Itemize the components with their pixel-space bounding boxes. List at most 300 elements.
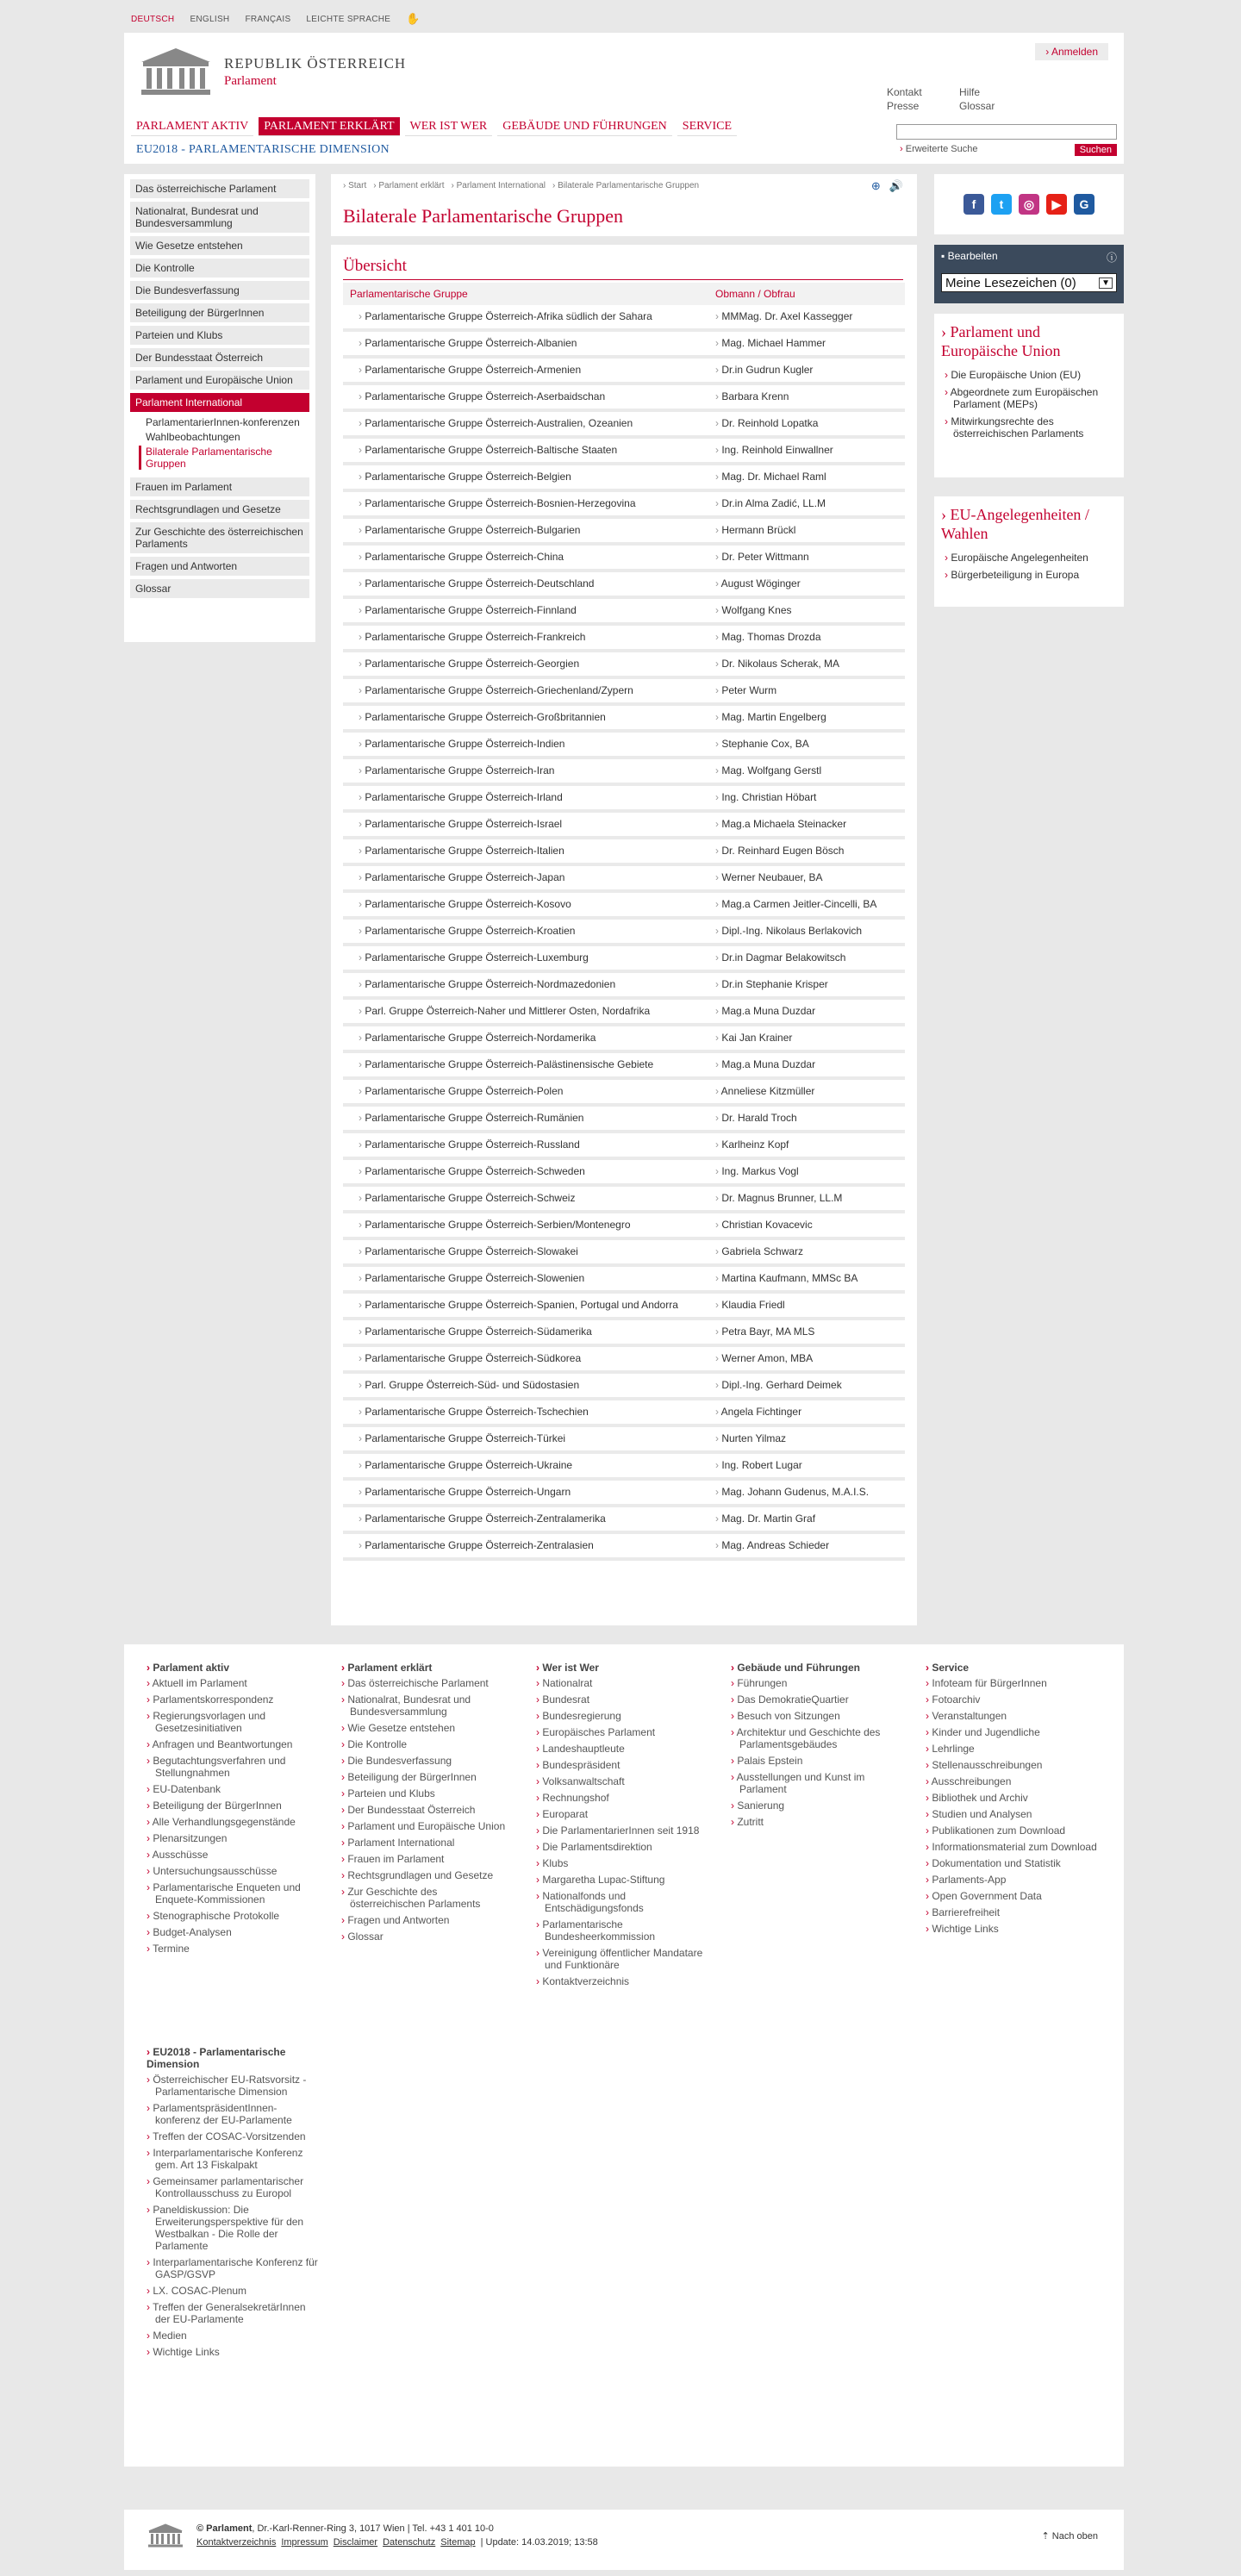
chair-name-link[interactable]: › Martina Kaufmann, MMSc BA [708, 1265, 905, 1292]
footer-link[interactable]: › Beteiligung der BürgerInnen [341, 1771, 514, 1783]
leftnav-item[interactable]: Beteiligung der BürgerInnen [130, 303, 309, 322]
group-name-link[interactable]: › Parlamentarische Gruppe Österreich-Nordamerika [343, 1025, 708, 1051]
chair-name-link[interactable]: › Mag.a Carmen Jeitler-Cincelli, BA [708, 891, 905, 918]
footer-link[interactable]: › Rechnungshof [536, 1792, 708, 1804]
bookmark-box [934, 245, 1124, 303]
eu2018-link[interactable]: EU2018 - PARLAMENTARISCHE DIMENSION [136, 143, 390, 156]
nav-gebaeude-fuehrungen[interactable]: GEBÄUDE UND FÜHRUNGEN [497, 117, 672, 136]
table-row [343, 437, 905, 464]
footer-link[interactable]: › Infoteam für BürgerInnen [926, 1677, 1098, 1689]
footer-link[interactable]: › Glossar [341, 1930, 514, 1943]
logo-title: REPUBLIK ÖSTERREICH [224, 54, 407, 72]
footer-column [341, 1662, 514, 1947]
bookmark-select-value: Meine Lesezeichen (0) [945, 275, 1076, 290]
group-name-link[interactable]: › Parlamentarische Gruppe Österreich-Zentralasien [343, 1532, 708, 1559]
login-button[interactable]: › Anmelden [1035, 43, 1108, 60]
col-header-chair: Obmann / Obfrau [708, 283, 905, 305]
chair-name-link[interactable]: › Dr. Harald Troch [708, 1105, 905, 1132]
leftnav-submenu [130, 415, 309, 477]
logo[interactable] [138, 47, 406, 97]
footer-link[interactable]: › Barrierefreiheit [926, 1906, 1098, 1918]
nav-service[interactable]: SERVICE [677, 117, 737, 136]
group-name-link[interactable]: › Parlamentarische Gruppe Österreich-Polen [343, 1078, 708, 1105]
group-name-link[interactable]: › Parlamentarische Gruppe Österreich-Irland [343, 784, 708, 811]
chair-name-link[interactable]: › Mag.a Muna Duzdar [708, 998, 905, 1025]
breadcrumb-item[interactable]: › Parlament erklärt [373, 181, 444, 190]
footer-column-title[interactable]: › Parlament erklärt [341, 1662, 514, 1674]
footer-link[interactable]: › Österreichischer EU-Ratsvorsitz - Parlamentarische Dimension [147, 2074, 319, 2098]
footer-link[interactable]: › Gemeinsamer parlamentarischer Kontrollausschuss zu Europol [147, 2175, 319, 2199]
content-box [331, 245, 917, 1625]
legal-links [196, 2537, 598, 2548]
leftnav-item[interactable]: Parteien und Klubs [130, 326, 309, 345]
parliament-building-icon [147, 2522, 184, 2549]
table-row [343, 517, 905, 544]
eu-affairs-box-title[interactable]: › EU-Angelegenheiten / Wahlen [941, 505, 1117, 543]
read-aloud-icon[interactable]: 🔊 [889, 179, 903, 192]
footer-link[interactable]: › Vereinigung öffentlicher Mandatare und Funktionäre [536, 1947, 708, 1971]
table-row [343, 1025, 905, 1051]
group-name-link[interactable]: › Parlamentarische Gruppe Österreich-Slowenien [343, 1265, 708, 1292]
chair-name-link[interactable]: › Dipl.-Ing. Gerhard Deimek [708, 1372, 905, 1399]
chair-name-link[interactable]: › Mag. Dr. Michael Raml [708, 464, 905, 490]
leftnav-item[interactable]: Zur Geschichte des österreichischen Parlaments [130, 522, 309, 553]
chair-name-link[interactable]: › Angela Fichtinger [708, 1399, 905, 1425]
chair-name-link[interactable]: › Nurten Yilmaz [708, 1425, 905, 1452]
footer-link[interactable]: › ParlamentspräsidentInnen-konferenz der EU-Parlamente [147, 2102, 319, 2126]
legal-link-sitemap[interactable]: Sitemap [440, 2537, 476, 2548]
group-name-link[interactable]: › Parlamentarische Gruppe Österreich-Australien, Ozeanien [343, 410, 708, 437]
group-name-link[interactable]: › Parlamentarische Gruppe Österreich-Aserbaidschan [343, 384, 708, 410]
group-name-link[interactable]: › Parlamentarische Gruppe Österreich-Spanien, Portugal und Andorra [343, 1292, 708, 1319]
leftnav-item[interactable]: Nationalrat, Bundesrat und Bundesversammlung [130, 202, 309, 233]
footer-link[interactable]: › Medien [147, 2330, 319, 2342]
footer-link[interactable]: › Parlamentarische Bundesheerkommission [536, 1918, 708, 1943]
footer-link[interactable]: › Parlamentskorrespondenz [147, 1693, 319, 1706]
breadcrumb-item[interactable]: › Start [343, 181, 366, 190]
leftnav-item[interactable]: Die Bundesverfassung [130, 281, 309, 300]
footer-column-title[interactable]: › Service [926, 1662, 1098, 1674]
footer-link[interactable]: › Plenarsitzungen [147, 1832, 319, 1844]
quicklink-kontakt[interactable]: Kontakt [887, 86, 922, 98]
leftnav-item[interactable]: Wie Gesetze entstehen [130, 236, 309, 255]
eu-parliament-box [934, 314, 1124, 477]
table-row [343, 597, 905, 624]
footer-link[interactable]: › Untersuchungsausschüsse [147, 1865, 319, 1877]
chair-name-link[interactable]: › Dr.in Alma Zadić, LL.M [708, 490, 905, 517]
footer-link[interactable]: › Alle Verhandlungsgegenstände [147, 1816, 319, 1828]
footer-link[interactable]: › Das österreichische Parlament [341, 1677, 514, 1689]
group-name-link[interactable]: › Parlamentarische Gruppe Österreich-Schweiz [343, 1185, 708, 1212]
sidebox-link[interactable]: › Bürgerbeteiligung in Europa [953, 569, 1117, 581]
chair-name-link[interactable]: › Mag. Michael Hammer [708, 330, 905, 357]
footer-link[interactable]: › Anfragen und Beantwortungen [147, 1738, 319, 1750]
table-row [343, 918, 905, 945]
group-name-link[interactable]: › Parlamentarische Gruppe Österreich-Südamerika [343, 1319, 708, 1345]
legal-link-disclaimer[interactable]: Disclaimer [333, 2537, 378, 2548]
table-row [343, 971, 905, 998]
chair-name-link[interactable]: › Ing. Robert Lugar [708, 1452, 905, 1479]
leftnav-item[interactable]: Fragen und Antworten [130, 557, 309, 576]
group-name-link[interactable]: › Parlamentarische Gruppe Österreich-Frankreich [343, 624, 708, 651]
table-row [343, 1345, 905, 1372]
footer-column-title[interactable]: › EU2018 - Parlamentarische Dimension [147, 2046, 319, 2070]
table-row [343, 305, 905, 330]
footer-link[interactable]: › Der Bundesstaat Österreich [341, 1804, 514, 1816]
table-row [343, 1292, 905, 1319]
chair-name-link[interactable]: › Werner Neubauer, BA [708, 864, 905, 891]
bookmark-select[interactable] [941, 273, 1117, 292]
chair-name-link[interactable]: › Dipl.-Ing. Nikolaus Berlakovich [708, 918, 905, 945]
group-name-link[interactable]: › Parlamentarische Gruppe Österreich-Afrika südlich der Sahara [343, 305, 708, 330]
group-name-link[interactable]: › Parlamentarische Gruppe Österreich-Nordmazedonien [343, 971, 708, 998]
footer-link[interactable]: › Parlaments-App [926, 1874, 1098, 1886]
search-row [900, 144, 1117, 156]
footer-link[interactable]: › Architektur und Geschichte des Parlamentsgebäudes [731, 1726, 903, 1750]
group-name-link[interactable]: › Parlamentarische Gruppe Österreich-Türkei [343, 1425, 708, 1452]
footer-link[interactable]: › Studien und Analysen [926, 1808, 1098, 1820]
bookmark-add-icon[interactable]: ⊕ [870, 179, 881, 192]
chair-name-link[interactable]: › Mag. Thomas Drozda [708, 624, 905, 651]
legal-link-impressum[interactable]: Impressum [281, 2537, 328, 2548]
footer-link[interactable]: › Bundesregierung [536, 1710, 708, 1722]
group-name-link[interactable]: › Parlamentarische Gruppe Österreich-Griechenland/Zypern [343, 677, 708, 704]
sidebox-link[interactable]: › Abgeordnete zum Europäischen Parlament (MEPs) [953, 386, 1117, 410]
eu-parliament-box-title[interactable]: › Parlament und Europäische Union [941, 322, 1117, 360]
footer-link[interactable]: › Termine [147, 1943, 319, 1955]
chair-name-link[interactable]: › Mag.a Muna Duzdar [708, 1051, 905, 1078]
footer-link[interactable]: › Parteien und Klubs [341, 1787, 514, 1799]
footer-link[interactable]: › Aktuell im Parlament [147, 1677, 319, 1689]
page-tools [871, 179, 903, 193]
table-row [343, 1506, 905, 1532]
chair-name-link[interactable]: › Petra Bayr, MA MLS [708, 1319, 905, 1345]
leftnav-item[interactable]: Parlament und Europäische Union [130, 371, 309, 390]
group-name-link[interactable]: › Parlamentarische Gruppe Österreich-Slowakei [343, 1238, 708, 1265]
chair-name-link[interactable]: › Dr.in Dagmar Belakowitsch [708, 945, 905, 971]
table-row [343, 1425, 905, 1452]
footer-link[interactable]: › Volksanwaltschaft [536, 1775, 708, 1787]
footer-link[interactable]: › Sanierung [731, 1799, 903, 1812]
chair-name-link[interactable]: › Ing. Reinhold Einwallner [708, 437, 905, 464]
group-name-link[interactable]: › Parlamentarische Gruppe Österreich-Albanien [343, 330, 708, 357]
group-name-link[interactable]: › Parlamentarische Gruppe Österreich-Schweden [343, 1158, 708, 1185]
language-bar [131, 12, 427, 26]
footer-link[interactable]: › Begutachtungsverfahren und Stellungnahmen [147, 1755, 319, 1779]
leftnav-item[interactable]: Glossar [130, 579, 309, 598]
chair-name-link[interactable]: › Dr.in Gudrun Kugler [708, 357, 905, 384]
chair-name-link[interactable]: › Mag.a Michaela Steinacker [708, 811, 905, 838]
bookmark-edit-label[interactable]: ▪ Bearbeiten [941, 250, 998, 265]
group-name-link[interactable]: › Parlamentarische Gruppe Österreich-Iran [343, 758, 708, 784]
footer-link[interactable]: › Fragen und Antworten [341, 1914, 514, 1926]
info-icon[interactable]: ⓘ [1106, 252, 1117, 264]
table-row [343, 1212, 905, 1238]
footer-link[interactable]: › Kinder und Jugendliche [926, 1726, 1098, 1738]
footer-link[interactable]: › Wichtige Links [147, 2346, 319, 2358]
group-name-link[interactable]: › Parlamentarische Gruppe Österreich-Großbritannien [343, 704, 708, 731]
lang-leichte-sprache[interactable]: LEICHTE SPRACHE [306, 14, 391, 24]
quicklinks [887, 86, 1028, 112]
group-name-link[interactable]: › Parlamentarische Gruppe Österreich-Baltische Staaten [343, 437, 708, 464]
header [124, 33, 1124, 164]
group-name-link[interactable]: › Parlamentarische Gruppe Österreich-Georgien [343, 651, 708, 677]
table-row [343, 945, 905, 971]
footer-link[interactable]: › Treffen der COSAC-Vorsitzenden [147, 2130, 319, 2143]
footer-link[interactable]: › Die ParlamentarierInnen seit 1918 [536, 1824, 708, 1837]
quicklink-glossar[interactable]: Glossar [959, 100, 995, 112]
chair-name-link[interactable]: › Hermann Brückl [708, 517, 905, 544]
footer-link[interactable]: › Budget-Analysen [147, 1926, 319, 1938]
table-row [343, 651, 905, 677]
group-name-link[interactable]: › Parlamentarische Gruppe Österreich-Rumänien [343, 1105, 708, 1132]
footer-link[interactable]: › Die Kontrolle [341, 1738, 514, 1750]
group-name-link[interactable]: › Parlamentarische Gruppe Österreich-Bosnien-Herzegovina [343, 490, 708, 517]
footer-link[interactable]: › Europäisches Parlament [536, 1726, 708, 1738]
leftnav-item[interactable]: Die Kontrolle [130, 259, 309, 278]
footer-link[interactable]: › Parlament International [341, 1837, 514, 1849]
leftnav-item[interactable]: Frauen im Parlament [130, 477, 309, 496]
chair-name-link[interactable]: › Dr. Peter Wittmann [708, 544, 905, 571]
footer-link[interactable]: › Informationsmaterial zum Download [926, 1841, 1098, 1853]
lang-deutsch[interactable]: DEUTSCH [131, 14, 175, 24]
footer-column [147, 1662, 319, 1959]
footer-link[interactable]: › Interparlamentarische Konferenz für GASP/GSVP [147, 2256, 319, 2280]
footer-link[interactable]: › Fotoarchiv [926, 1693, 1098, 1706]
nav-parlament-aktiv[interactable]: PARLAMENT AKTIV [131, 117, 253, 136]
footer-link[interactable]: › Bundesrat [536, 1693, 708, 1706]
footer-link[interactable]: › Bibliothek und Archiv [926, 1792, 1098, 1804]
table-row [343, 357, 905, 384]
eu-affairs-box [934, 496, 1124, 607]
chair-name-link[interactable]: › Mag. Andreas Schieder [708, 1532, 905, 1559]
group-name-link[interactable]: › Parlamentarische Gruppe Österreich-Finnland [343, 597, 708, 624]
chevron-down-icon: ▼ [1099, 278, 1113, 289]
chair-name-link[interactable]: › MMMag. Dr. Axel Kassegger [708, 305, 905, 330]
chair-name-link[interactable]: › Wolfgang Knes [708, 597, 905, 624]
footer-link[interactable]: › Die Bundesverfassung [341, 1755, 514, 1767]
breadcrumb-item-current: › Bilaterale Parlamentarische Gruppen [552, 181, 699, 190]
table-row [343, 1185, 905, 1212]
leftnav-item[interactable]: Das österreichische Parlament [130, 179, 309, 198]
chair-name-link[interactable]: › Dr. Reinhard Eugen Bösch [708, 838, 905, 864]
footer-link[interactable]: › Palais Epstein [731, 1755, 903, 1767]
group-name-link[interactable]: › Parlamentarische Gruppe Österreich-Kosovo [343, 891, 708, 918]
table-row [343, 1105, 905, 1132]
instagram-icon[interactable]: ◎ [1019, 194, 1039, 215]
footer-link[interactable]: › Kontaktverzeichnis [536, 1975, 708, 1987]
footer-link[interactable]: › Landeshauptleute [536, 1743, 708, 1755]
footer-link[interactable]: › Interparlamentarische Konferenz gem. Art 13 Fiskalpakt [147, 2147, 319, 2171]
sidebox-link[interactable]: › Europäische Angelegenheiten [953, 552, 1117, 564]
chair-name-link[interactable]: › Ing. Markus Vogl [708, 1158, 905, 1185]
facebook-icon[interactable]: f [963, 194, 984, 215]
table-row [343, 784, 905, 811]
table-row [343, 891, 905, 918]
chair-name-link[interactable]: › Mag. Johann Gudenus, M.A.I.S. [708, 1479, 905, 1506]
footer-link[interactable]: › Margaretha Lupac-Stiftung [536, 1874, 708, 1886]
footer-link[interactable]: › Zur Geschichte des österreichischen Parlaments [341, 1886, 514, 1910]
legal-link-kontaktverzeichnis[interactable]: Kontaktverzeichnis [196, 2537, 277, 2548]
sidebox-link[interactable]: › Die Europäische Union (EU) [953, 369, 1117, 381]
twitter-icon[interactable]: t [991, 194, 1012, 215]
group-name-link[interactable]: › Parlamentarische Gruppe Österreich-Zentralamerika [343, 1506, 708, 1532]
groups-table [343, 283, 905, 1561]
chair-name-link[interactable]: › Dr. Magnus Brunner, LL.M [708, 1185, 905, 1212]
group-name-link[interactable]: › Parlamentarische Gruppe Österreich-Italien [343, 838, 708, 864]
footer-link[interactable]: › Beteiligung der BürgerInnen [147, 1799, 319, 1812]
chair-name-link[interactable]: › Klaudia Friedl [708, 1292, 905, 1319]
group-name-link[interactable]: › Parl. Gruppe Österreich-Süd- und Südostasien [343, 1372, 708, 1399]
footer-link[interactable]: › Ausschüsse [147, 1849, 319, 1861]
table-row [343, 1479, 905, 1506]
footer-link[interactable]: › Wie Gesetze entstehen [341, 1722, 514, 1734]
footer-link[interactable]: › Nationalrat [536, 1677, 708, 1689]
table-row [343, 624, 905, 651]
chair-name-link[interactable]: › Barbara Krenn [708, 384, 905, 410]
table-row [343, 1372, 905, 1399]
footer-link[interactable]: › Nationalrat, Bundesrat und Bundesversammlung [341, 1693, 514, 1718]
group-name-link[interactable]: › Parlamentarische Gruppe Österreich-Russland [343, 1132, 708, 1158]
footer-link[interactable]: › Lehrlinge [926, 1743, 1098, 1755]
footer-link[interactable]: › Rechtsgrundlagen und Gesetze [341, 1869, 514, 1881]
footer-column-title[interactable]: › Parlament aktiv [147, 1662, 319, 1674]
parlament-app-icon[interactable]: G [1074, 194, 1094, 215]
leftnav-item[interactable]: Rechtsgrundlagen und Gesetze [130, 500, 309, 519]
footer-link[interactable]: › Wichtige Links [926, 1923, 1098, 1935]
leftnav-subitem-current[interactable]: Bilaterale Parlamentarische Gruppen [139, 446, 304, 470]
youtube-icon[interactable]: ▶ [1046, 194, 1067, 215]
footer-link[interactable]: › Klubs [536, 1857, 708, 1869]
lang-francais[interactable]: FRANÇAIS [245, 14, 291, 24]
group-name-link[interactable]: › Parlamentarische Gruppe Österreich-Ungarn [343, 1479, 708, 1506]
footer-link[interactable]: › Bundespräsident [536, 1759, 708, 1771]
footer-link[interactable]: › Europarat [536, 1808, 708, 1820]
chair-name-link[interactable]: › Peter Wurm [708, 677, 905, 704]
footer-link[interactable]: › Die Parlamentsdirektion [536, 1841, 708, 1853]
footer-link[interactable]: › Führungen [731, 1677, 903, 1689]
chair-name-link[interactable]: › August Wöginger [708, 571, 905, 597]
footer-link[interactable]: › Paneldiskussion: Die Erweiterungsperspektive für den Westbalkan - Die Rolle der Parlamente [147, 2204, 319, 2252]
chair-name-link[interactable]: › Ing. Christian Höbart [708, 784, 905, 811]
chair-name-link[interactable]: › Mag. Martin Engelberg [708, 704, 905, 731]
footer-column-title[interactable]: › Wer ist Wer [536, 1662, 708, 1674]
chair-name-link[interactable]: › Dr. Nikolaus Scherak, MA [708, 651, 905, 677]
chair-name-link[interactable]: › Kai Jan Krainer [708, 1025, 905, 1051]
table-row [343, 1158, 905, 1185]
quicklink-presse[interactable]: Presse [887, 100, 920, 112]
footer-link[interactable]: › EU-Datenbank [147, 1783, 319, 1795]
breadcrumb-item[interactable]: › Parlament International [451, 181, 546, 190]
footer-link[interactable]: › Publikationen zum Download [926, 1824, 1098, 1837]
leftnav-subitem[interactable]: Wahlbeobachtungen [146, 431, 240, 443]
footer-link[interactable]: › Veranstaltungen [926, 1710, 1098, 1722]
nav-parlament-erklaert[interactable]: PARLAMENT ERKLÄRT [259, 117, 399, 136]
group-name-link[interactable]: › Parlamentarische Gruppe Österreich-Luxemburg [343, 945, 708, 971]
table-row [343, 544, 905, 571]
footer-column-title[interactable]: › Gebäude und Führungen [731, 1662, 903, 1674]
footer-link[interactable]: › Nationalfonds und Entschädigungsfonds [536, 1890, 708, 1914]
group-name-link[interactable]: › Parlamentarische Gruppe Österreich-Belgien [343, 464, 708, 490]
table-row [343, 838, 905, 864]
social-box [934, 174, 1124, 234]
chair-name-link[interactable]: › Mag. Dr. Martin Graf [708, 1506, 905, 1532]
footer-link[interactable]: › Stellenausschreibungen [926, 1759, 1098, 1771]
chair-name-link[interactable]: › Dr. Reinhold Lopatka [708, 410, 905, 437]
bottom-bar [124, 2510, 1124, 2570]
footer-link[interactable]: › Parlamentarische Enqueten und Enquete-Kommissionen [147, 1881, 319, 1905]
group-name-link[interactable]: › Parlamentarische Gruppe Österreich-Ukraine [343, 1452, 708, 1479]
footer-link[interactable]: › Besuch von Sitzungen [731, 1710, 903, 1722]
chair-name-link[interactable]: › Dr.in Stephanie Krisper [708, 971, 905, 998]
footer-column [926, 1662, 1098, 1939]
lang-english[interactable]: ENGLISH [190, 14, 230, 24]
sign-language-icon[interactable]: ✋ [406, 12, 421, 25]
group-name-link[interactable]: › Parlamentarische Gruppe Österreich-Israel [343, 811, 708, 838]
group-name-link[interactable]: › Parlamentarische Gruppe Österreich-China [343, 544, 708, 571]
footer-link[interactable]: › LX. COSAC-Plenum [147, 2285, 319, 2297]
footer-link[interactable]: › Treffen der GeneralsekretärInnen der EU-Parlamente [147, 2301, 319, 2325]
copyright-line [196, 2523, 494, 2534]
title-box [331, 174, 917, 236]
table-row [343, 1051, 905, 1078]
footer-link[interactable]: › Regierungsvorlagen und Gesetzesinitiativen [147, 1710, 319, 1734]
chair-name-link[interactable]: › Werner Amon, MBA [708, 1345, 905, 1372]
group-name-link[interactable]: › Parlamentarische Gruppe Österreich-Südkorea [343, 1345, 708, 1372]
footer-link[interactable]: › Open Government Data [926, 1890, 1098, 1902]
footer-link[interactable]: › Zutritt [731, 1816, 903, 1828]
footer-link[interactable]: › Stenographische Protokolle [147, 1910, 319, 1922]
table-row [343, 731, 905, 758]
group-name-link[interactable]: › Parl. Gruppe Österreich-Naher und Mittlerer Osten, Nordafrika [343, 998, 708, 1025]
sidebox-link[interactable]: › Mitwirkungsrechte des österreichischen Parlaments [953, 415, 1117, 440]
legal-link-datenschutz[interactable]: Datenschutz [383, 2537, 436, 2548]
footer-link[interactable]: › Frauen im Parlament [341, 1853, 514, 1865]
nav-wer-ist-wer[interactable]: WER IST WER [405, 117, 493, 136]
quicklink-hilfe[interactable]: Hilfe [959, 86, 981, 98]
copyright-org: © Parlament [196, 2523, 253, 2534]
group-name-link[interactable]: › Parlamentarische Gruppe Österreich-Bulgarien [343, 517, 708, 544]
group-name-link[interactable]: › Parlamentarische Gruppe Österreich-Tschechien [343, 1399, 708, 1425]
group-name-link[interactable]: › Parlamentarische Gruppe Österreich-Japan [343, 864, 708, 891]
footer-link[interactable]: › Ausstellungen und Kunst im Parlament [731, 1771, 903, 1795]
search-button[interactable]: Suchen [1075, 144, 1117, 156]
table-row [343, 1319, 905, 1345]
group-name-link[interactable]: › Parlamentarische Gruppe Österreich-Kroatien [343, 918, 708, 945]
footer-link[interactable]: › Ausschreibungen [926, 1775, 1098, 1787]
leftnav-subitem[interactable]: ParlamentarierInnen-konferenzen [146, 416, 300, 428]
back-to-top-link[interactable]: ⇡ Nach oben [1042, 2530, 1099, 2542]
chair-name-link[interactable]: › Christian Kovacevic [708, 1212, 905, 1238]
leftnav-item-active[interactable]: Parlament International [130, 393, 309, 412]
chair-name-link[interactable]: › Karlheinz Kopf [708, 1132, 905, 1158]
group-name-link[interactable]: › Parlamentarische Gruppe Österreich-Deutschland [343, 571, 708, 597]
group-name-link[interactable]: › Parlamentarische Gruppe Österreich-Serbien/Montenegro [343, 1212, 708, 1238]
chair-name-link[interactable]: › Stephanie Cox, BA [708, 731, 905, 758]
footer-link[interactable]: › Dokumentation und Statistik [926, 1857, 1098, 1869]
chair-name-link[interactable]: › Gabriela Schwarz [708, 1238, 905, 1265]
footer-link[interactable]: › Das DemokratieQuartier [731, 1693, 903, 1706]
footer-link[interactable]: › Parlament und Europäische Union [341, 1820, 514, 1832]
chair-name-link[interactable]: › Mag. Wolfgang Gerstl [708, 758, 905, 784]
group-name-link[interactable]: › Parlamentarische Gruppe Österreich-Indien [343, 731, 708, 758]
group-name-link[interactable]: › Parlamentarische Gruppe Österreich-Palästinensische Gebiete [343, 1051, 708, 1078]
advanced-search-link[interactable]: › Erweiterte Suche [900, 144, 978, 156]
leftnav-item[interactable]: Der Bundesstaat Österreich [130, 348, 309, 367]
search-input[interactable] [896, 124, 1117, 140]
chair-name-link[interactable]: › Anneliese Kitzmüller [708, 1078, 905, 1105]
group-name-link[interactable]: › Parlamentarische Gruppe Österreich-Armenien [343, 357, 708, 384]
